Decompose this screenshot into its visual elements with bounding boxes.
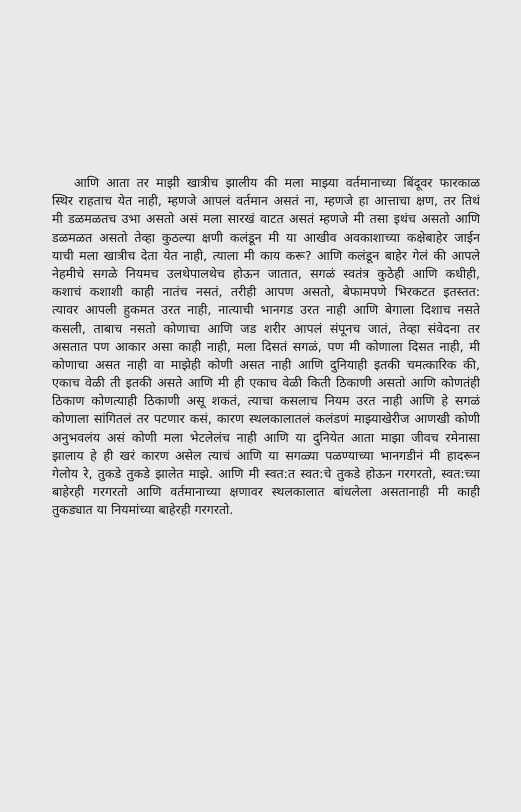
text-line: याची मला खात्रीच देता येत नाही, त्याला मी काय करू? आणि कलंडून बाहेर गेलं की आपले [52, 247, 480, 263]
text-line: नेहमीचे सगळे नियमच उलथेपालथेच होऊन जातात, सगळं स्वतंत्र कुठेही आणि कधीही, [52, 265, 480, 281]
text-line: अनुभवलंय असं कोणी मला भेटलेलंच नाही आणि या दुनियेत आता माझा जीवच रमेनासा [52, 429, 480, 445]
text-line: मी डळमळतच उभा असतो असं मला सारखं वाटत असतं म्हणजे मी तसा इथंच असतो आणि [52, 211, 480, 227]
text-line: कसली, ताबाच नसतो कोणाचा आणि जड शरीर आपलं संपूनच जातं, तेव्हा संवेदना तर [52, 320, 480, 336]
text-line: कोणाला सांगितलं तर पटणार कसं, कारण स्थलकालातलं कलंडणं माझ्याखेरीज आणखी कोणी [52, 411, 480, 427]
text-line: बाहेरही गरगरतो आणि वर्तमानाच्या क्षणावर स्थलकालात बांधलेला असतानाही मी काही [52, 484, 480, 500]
text-line: झालाय हे ही खरं कारण असेल त्याचं आणि या सगळ्या पळण्याच्या भानगडीनं मी हादरून [52, 447, 480, 463]
text-line: डळमळत असतो तेव्हा कुठल्या क्षणी कलंडून मी या आखीव अवकाशाच्या कक्षेबाहेर जाईन [52, 229, 480, 245]
paragraph [52, 174, 480, 520]
text-line: कशाचं कशाशी काही नातंच नसतं, तरीही आपण असतो, बेफामपणे भिरकटत इतस्तत: [52, 284, 480, 300]
text-line: गेलोय रे, तुकडे तुकडे झालेत माझे. आणि मी स्वत:त स्वत:चे तुकडे होऊन गरगरतो, स्वत:च्या [52, 466, 480, 481]
text-line: एकाच वेळी ती इतकी असते आणि मी ही एकाच वेळी किती ठिकाणी असतो आणि कोणतंही [52, 375, 480, 391]
text-line: ठिकाण कोणत्याही ठिकाणी असू शकतं, त्याचा कसलाच नियम उरत नाही आणि हे सगळं [52, 393, 480, 409]
text-line: तुकड्यात या नियमांच्या बाहेरही गरगरतो. [52, 502, 234, 518]
text-line: स्थिर राहताच येत नाही, म्हणजे आपलं वर्तमान असतं ना, म्हणजे हा आत्ताचा क्षण, तर तिथं [52, 193, 480, 209]
text-line: आणि आता तर माझी खात्रीच झालीय की मला माझ्या वर्तमानाच्या बिंदूवर फारकाळ [74, 175, 480, 190]
text-line: कोणाचा असत नाही वा माझेही कोणी असत नाही आणि दुनियाही इतकी चमत्कारिक की, [52, 356, 480, 372]
text-line: त्यावर आपली हुकमत उरत नाही, नात्याची भानगड उरत नाही आणि बेगाला दिशाच नसते [52, 302, 480, 318]
text-line: असतात पण आकार असा काही नाही, मला दिसतं सगळं, पण मी कोणाला दिसत नाही, मी [52, 338, 480, 354]
